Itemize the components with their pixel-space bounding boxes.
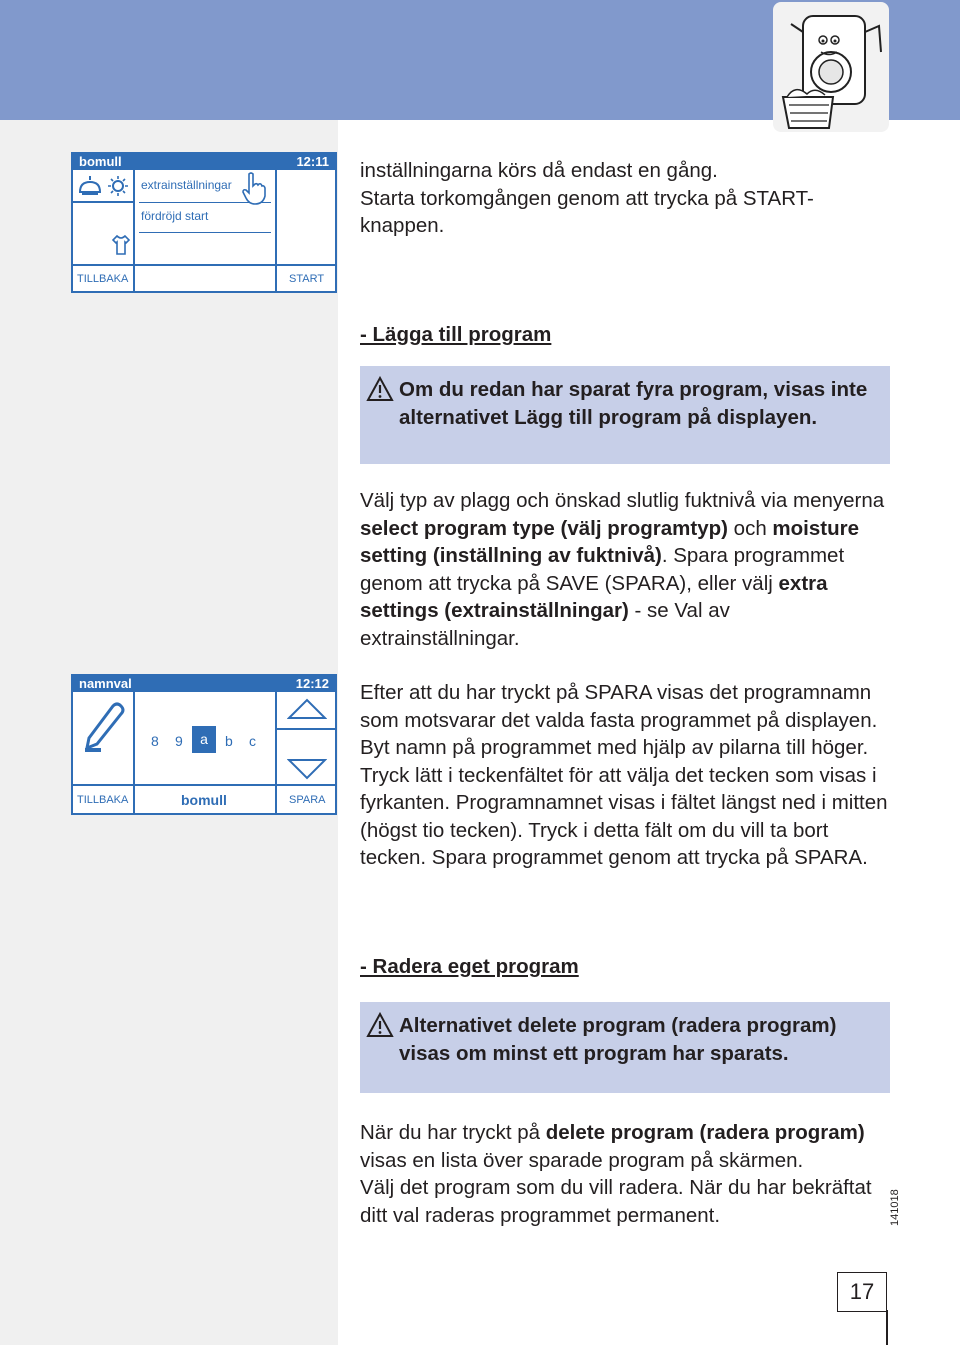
divider xyxy=(133,170,135,291)
text-bold: select program type (välj programtyp) xyxy=(360,516,728,540)
back-button[interactable]: TILLBAKA xyxy=(77,273,129,285)
text-run: När du har tryckt på xyxy=(360,1121,546,1144)
document-code: 141018 xyxy=(889,1189,901,1226)
char-option[interactable]: 9 xyxy=(175,733,183,749)
shirt-icon xyxy=(111,234,131,256)
divider xyxy=(73,784,335,786)
display-header xyxy=(73,676,335,692)
char-selected[interactable]: a xyxy=(192,726,216,753)
dryer-mascot-illustration xyxy=(773,2,889,132)
divider xyxy=(277,728,337,730)
text-run: . Spara programmet genom att trycka på SAVE (SPARA), eller välj xyxy=(360,544,845,595)
text-bold: delete program (radera program) xyxy=(545,1121,865,1144)
text-run: och xyxy=(727,516,773,540)
warning-note-add xyxy=(360,366,890,464)
heading-add-program: - Lägga till program xyxy=(360,323,552,346)
heading-delete-program: - Radera eget program xyxy=(360,955,579,978)
note-text: Om du redan har sparat fyra program, visas inte alternativet Lägg till program på displayen. xyxy=(399,378,868,429)
display-title: namnval xyxy=(79,676,132,691)
divider xyxy=(133,692,135,813)
pointing-hand-icon xyxy=(241,172,267,206)
divider xyxy=(73,264,335,266)
char-option[interactable]: 8 xyxy=(151,733,159,749)
intro-line: Starta torkomgången genom att trycka på START- xyxy=(360,186,814,210)
intro-line: knappen. xyxy=(360,214,445,237)
text-bold: moisture setting (inställning av fuktnivå) xyxy=(360,516,859,567)
text-run: - se Val av extrainställningar. xyxy=(360,599,730,650)
text-run: Välj det program som du vill radera. När du har bekräftat ditt val raderas programmet permanent. xyxy=(360,1176,872,1227)
arrow-up-icon[interactable] xyxy=(287,696,327,722)
page-rule xyxy=(886,1310,888,1345)
display-time: 12:12 xyxy=(295,676,329,691)
display-screen-bomull xyxy=(71,152,337,293)
divider xyxy=(139,232,271,233)
program-name-field[interactable]: bomull xyxy=(181,792,227,808)
paragraph-rename: Efter att du har tryckt på SPARA visas det programnamn som motsvarar det valda fasta programmet på displayen. Byt namn på programmet med hjälp av pilarna till höger. Tryck lätt i teckenfältet för att välja det tecken som visas i fyrkanten. Programnamnet visas i fältet längst ned i mitten (högst tio tecken). Tryck i detta fält om du vill ta bort tecken. Spara programmet genom att trycka på SPARA. xyxy=(360,681,888,869)
save-button[interactable]: SPARA xyxy=(289,794,326,806)
divider xyxy=(275,170,277,291)
start-button[interactable]: START xyxy=(289,273,325,285)
intro-line: inställningarna körs då endast en gång. xyxy=(360,159,718,182)
display-title: bomull xyxy=(79,154,122,169)
warning-note-delete xyxy=(360,1002,890,1093)
arrow-down-icon[interactable] xyxy=(287,756,327,782)
paragraph-select-type xyxy=(360,487,890,652)
char-option[interactable]: c xyxy=(249,733,256,749)
dryer-mascot-icon xyxy=(773,2,889,132)
pencil-icon xyxy=(79,698,127,754)
menu-item-extra-settings[interactable]: extrainställningar xyxy=(141,178,232,192)
paragraph-delete xyxy=(360,1119,890,1229)
display-time: 12:11 xyxy=(296,154,329,169)
page-number: 17 xyxy=(837,1272,887,1312)
warning-triangle-icon xyxy=(366,376,394,402)
divider xyxy=(275,692,277,813)
text-run: Välj typ av plagg och önskad slutlig fuktnivå via menyerna xyxy=(360,489,885,512)
display-screen-name-select xyxy=(71,674,337,815)
paragraph-intro xyxy=(360,157,890,240)
text-run: visas en lista över sparade program på skärmen. xyxy=(360,1148,804,1172)
display-header xyxy=(73,154,335,170)
warning-triangle-icon xyxy=(366,1012,394,1038)
note-text: Alternativet delete program (radera program) visas om minst ett program har sparats. xyxy=(399,1014,837,1065)
divider xyxy=(73,201,133,203)
moisture-sun-icon xyxy=(76,174,132,198)
text-bold: extra settings (extrainställningar) xyxy=(360,571,828,622)
char-option[interactable]: b xyxy=(225,733,233,749)
back-button[interactable]: TILLBAKA xyxy=(77,794,129,806)
menu-item-delayed-start[interactable]: fördröjd start xyxy=(141,209,209,223)
